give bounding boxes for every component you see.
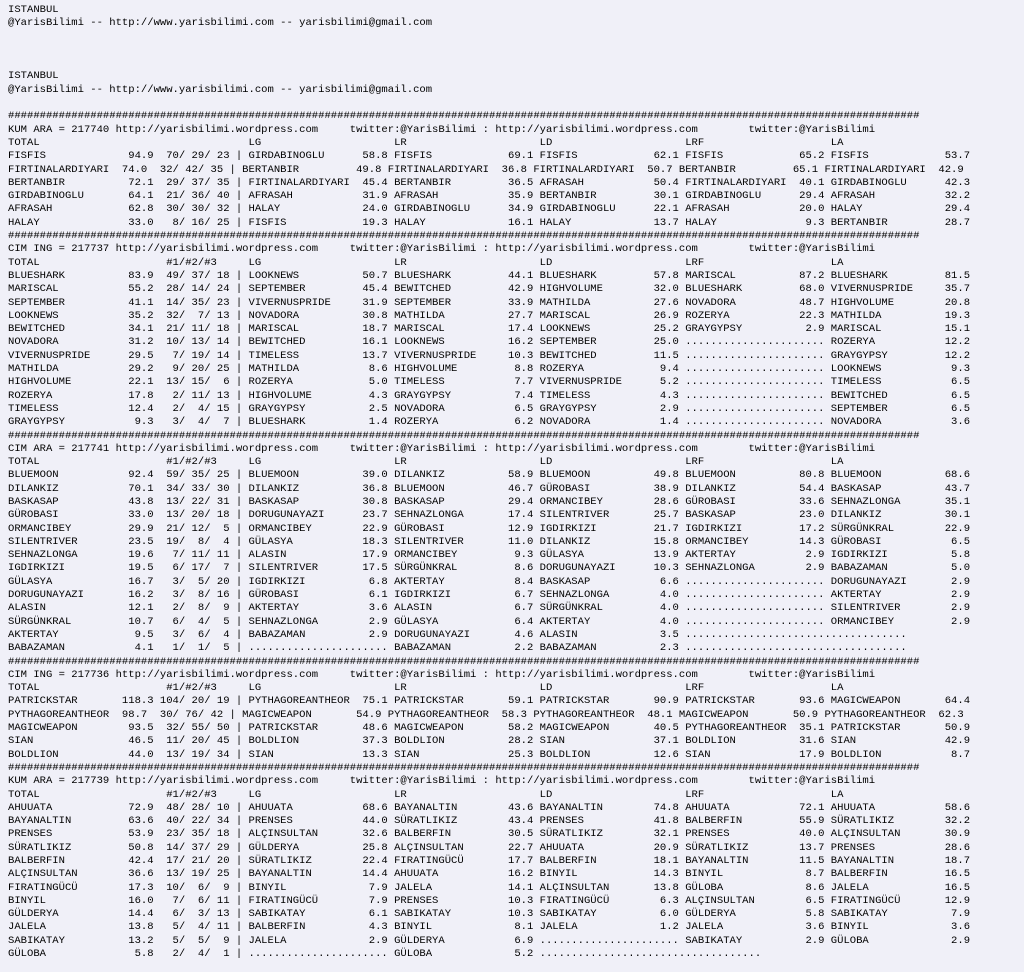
text-line: SÜRGÜNKRAL 10.7 6/ 4/ 5 | SEHNAZLONGA 2.9 GÜLASYA 6.4 AKTERTAY 4.0 ...................... ORMANCIBEY 2.9 [8, 615, 971, 628]
text-line: BLUEMOON 92.4 59/ 35/ 25 | BLUEMOON 39.0 DILANKIZ 58.9 BLUEMOON 49.8 BLUEMOON 80.8 BLUEMOON 68.6 [8, 469, 971, 482]
text-line: SABIKATAY 13.2 5/ 5/ 9 | JALELA 2.9 GÜLDERYA 6.9 ...................... SABIKATAY 2.9 GÜLOBA 2.9 [8, 934, 971, 947]
text-line: BASKASAP 43.8 13/ 22/ 31 | BASKASAP 30.8 BASKASAP 29.4 ORMANCIBEY 28.6 GÜROBASI 33.6 SEHNAZLONGA 35.1 [8, 495, 971, 508]
text-line: CIM ING = 217736 http://yarisbilimi.wordpress.com twitter:@YarisBilimi : http://yarisbilimi.wordpress.com twitter:@YarisBilimi [8, 668, 876, 681]
text-line: GÜROBASI 33.0 13/ 20/ 18 | DORUGUNAYAZI 23.7 SEHNAZLONGA 17.4 SILENTRIVER 25.7 BASKASAP 23.0 DILANKIZ 30.1 [8, 509, 971, 522]
text-line: MATHILDA 29.2 9/ 20/ 25 | MATHILDA 8.6 HIGHVOLUME 8.8 ROZERYA 9.4 ...................... LOOKNEWS 9.3 [8, 363, 971, 376]
text-line: SIAN 46.5 11/ 20/ 45 | BOLDLION 37.3 BOLDLION 28.2 SIAN 37.1 BOLDLION 31.6 SIAN 42.9 [8, 735, 971, 748]
text-line: IGDIRKIZI 19.5 6/ 17/ 7 | SILENTRIVER 17.5 SÜRGÜNKRAL 8.6 DORUGUNAYAZI 10.3 SEHNAZLONGA 2.9 BABAZAMAN 5.0 [8, 562, 971, 575]
text-line [8, 57, 1024, 70]
separator-line: ################################################################################################################################################ [8, 655, 920, 668]
text-line: HALAY 33.0 8/ 16/ 25 | FISFIS 19.3 HALAY 16.1 HALAY 13.7 HALAY 9.3 BERTANBIR 28.7 [8, 216, 971, 229]
text-line: AHUUATA 72.9 48/ 28/ 10 | AHUUATA 68.6 BAYANALTIN 43.6 BAYANALTIN 74.8 AHUUATA 72.1 AHUUATA 58.6 [8, 801, 971, 814]
text-line: BERTANBIR 72.1 29/ 37/ 35 | FIRTINALARDIYARI 45.4 BERTANBIR 36.5 AFRASAH 50.4 FIRTINALARDIYARI 40.1 GIRDABINOGLU 42.3 [8, 176, 971, 189]
text-line: ISTANBUL [8, 4, 59, 16]
text-line: KUM ARA = 217740 http://yarisbilimi.wordpress.com twitter:@YarisBilimi : http://yarisbilimi.wordpress.com twitter:@YarisBilimi [8, 123, 876, 136]
text-line: GÜLASYA 16.7 3/ 5/ 20 | IGDIRKIZI 6.8 AKTERTAY 8.4 BASKASAP 6.6 ...................... DORUGUNAYAZI 2.9 [8, 575, 971, 588]
text-line: BABAZAMAN 4.1 1/ 1/ 5 | ...................... BABAZAMAN 2.2 BABAZAMAN 2.3 ................................... [8, 642, 907, 655]
text-line: SEPTEMBER 41.1 14/ 35/ 23 | VIVERNUSPRIDE 31.9 SEPTEMBER 33.9 MATHILDA 27.6 NOVADORA 48.7 HIGHVOLUME 20.8 [8, 296, 971, 309]
text-line: TIMELESS 12.4 2/ 4/ 15 | GRAYGYPSY 2.5 NOVADORA 6.5 GRAYGYPSY 2.9 ...................... SEPTEMBER 6.5 [8, 402, 971, 415]
text-line: ALASIN 12.1 2/ 8/ 9 | AKTERTAY 3.6 ALASIN 6.7 SÜRGÜNKRAL 4.0 ...................... SILENTRIVER 2.9 [8, 602, 971, 615]
text-line: BEWITCHED 34.1 21/ 11/ 18 | MARISCAL 18.7 MARISCAL 17.4 LOOKNEWS 25.2 GRAYGYPSY 2.9 MARISCAL 15.1 [8, 323, 971, 336]
text-line: BLUESHARK 83.9 49/ 37/ 18 | LOOKNEWS 50.7 BLUESHARK 44.1 BLUESHARK 57.8 MARISCAL 87.2 BLUESHARK 81.5 [8, 269, 971, 282]
text-line: TOTAL #1/#2/#3 LG LR LD LRF LA [8, 456, 844, 469]
text-line: AKTERTAY 9.5 3/ 6/ 4 | BABAZAMAN 2.9 DORUGUNAYAZI 4.6 ALASIN 3.5 ................................... [8, 628, 907, 641]
text-line: TOTAL LG LR LD LRF LA [8, 136, 844, 149]
text-line: GIRDABINOGLU 64.1 21/ 36/ 40 | AFRASAH 31.9 AFRASAH 35.9 BERTANBIR 30.1 GIRDABINOGLU 29.4 AFRASAH 32.2 [8, 190, 971, 203]
text-line: TOTAL #1/#2/#3 LG LR LD LRF LA [8, 256, 844, 269]
text-line: FIRTINALARDIYARI 74.0 32/ 42/ 35 | BERTANBIR 49.8 FIRTINALARDIYARI 36.8 FIRTINALARDIYARI 50.7 BERTANBIR 65.1 FIRTINALARDIYARI 42.9 [8, 163, 964, 176]
text-line: GÜLOBA 5.8 2/ 4/ 1 | ...................... GÜLOBA 5.2 ................................... [8, 948, 762, 961]
separator-line: ################################################################################################################################################ [8, 761, 920, 774]
text-line: PYTHAGOREANTHEOR 98.7 30/ 76/ 42 | MAGICWEAPON 54.9 PYTHAGOREANTHEOR 58.3 PYTHAGOREANTHEOR 48.1 MAGICWEAPON 50.9 PYTHAGOREANTHEOR 62.3 [8, 708, 964, 721]
text-line: MAGICWEAPON 93.5 32/ 55/ 50 | PATRICKSTAR 48.6 MAGICWEAPON 58.2 MAGICWEAPON 40.5 PYTHAGOREANTHEOR 35.1 PATRICKSTAR 50.9 [8, 722, 971, 735]
text-line: HIGHVOLUME 22.1 13/ 15/ 6 | ROZERYA 5.0 TIMELESS 7.7 VIVERNUSPRIDE 5.2 ...................... TIMELESS 6.5 [8, 376, 971, 389]
separator-line: ################################################################################################################################################ [8, 110, 920, 123]
text-line: ORMANCIBEY 29.9 21/ 12/ 5 | ORMANCIBEY 22.9 GÜROBASI 12.9 IGDIRKIZI 21.7 IGDIRKIZI 17.2 SÜRGÜNKRAL 22.9 [8, 522, 971, 535]
text-line: BOLDLION 44.0 13/ 19/ 34 | SIAN 13.3 SIAN 25.3 BOLDLION 12.6 SIAN 17.9 BOLDLION 8.7 [8, 748, 971, 761]
text-line: BINYIL 16.0 7/ 6/ 11 | FIRATINGÜCÜ 7.9 PRENSES 10.3 FIRATINGÜCÜ 6.3 ALÇINSULTAN 6.5 FIRATINGÜCÜ 12.9 [8, 894, 971, 907]
text-line: TOTAL #1/#2/#3 LG LR LD LRF LA [8, 788, 844, 801]
separator-line: ################################################################################################################################################ [8, 429, 920, 442]
text-line: CIM ING = 217737 http://yarisbilimi.wordpress.com twitter:@YarisBilimi : http://yarisbilimi.wordpress.com twitter:@YarisBilimi [8, 243, 876, 256]
text-line: FISFIS 94.9 70/ 29/ 23 | GIRDABINOGLU 58.8 FISFIS 69.1 FISFIS 62.1 FISFIS 65.2 FISFIS 53.7 [8, 150, 971, 163]
text-line: ALÇINSULTAN 36.6 13/ 19/ 25 | BAYANALTIN 14.4 AHUUATA 16.2 BINYIL 14.3 BINYIL 8.7 BALBERFIN 16.5 [8, 868, 971, 881]
text-line: NOVADORA 31.2 10/ 13/ 14 | BEWITCHED 16.1 LOOKNEWS 16.2 SEPTEMBER 25.0 ...................... ROZERYA 12.2 [8, 336, 971, 349]
text-line: DILANKIZ 70.1 34/ 33/ 30 | DILANKIZ 36.8 BLUEMOON 46.7 GÜROBASI 38.9 DILANKIZ 54.4 BASKASAP 43.7 [8, 482, 971, 495]
text-line: ROZERYA 17.8 2/ 11/ 13 | HIGHVOLUME 4.3 GRAYGYPSY 7.4 TIMELESS 4.3 ...................... BEWITCHED 6.5 [8, 389, 971, 402]
text-line: @YarisBilimi -- http://www.yarisbilimi.com -- yarisbilimi@gmail.com [8, 83, 433, 96]
text-line: PATRICKSTAR 118.3 104/ 20/ 19 | PYTHAGOREANTHEOR 75.1 PATRICKSTAR 59.1 PATRICKSTAR 90.9 PATRICKSTAR 93.6 MAGICWEAPON 64.4 [8, 695, 971, 708]
text-line: BAYANALTIN 63.6 40/ 22/ 34 | PRENSES 44.0 SÜRATLIKIZ 43.4 PRENSES 41.8 BALBERFIN 55.9 SÜRATLIKIZ 32.2 [8, 815, 971, 828]
separator-line: ################################################################################################################################################ [8, 230, 920, 243]
text-line: GRAYGYPSY 9.3 3/ 4/ 7 | BLUESHARK 1.4 ROZERYA 6.2 NOVADORA 1.4 ...................... NOVADORA 3.6 [8, 416, 971, 429]
text-line: JALELA 13.8 5/ 4/ 11 | BALBERFIN 4.3 BINYIL 8.1 JALELA 1.2 JALELA 3.6 BINYIL 3.6 [8, 921, 971, 934]
text-line: KUM ARA = 217739 http://yarisbilimi.wordpress.com twitter:@YarisBilimi : http://yarisbilimi.wordpress.com twitter:@YarisBilimi [8, 775, 876, 788]
text-line: DORUGUNAYAZI 16.2 3/ 8/ 16 | GÜROBASI 6.1 IGDIRKIZI 6.7 SEHNAZLONGA 4.0 ...................... AKTERTAY 2.9 [8, 589, 971, 602]
text-line [8, 31, 1024, 44]
text-line: CIM ARA = 217741 http://yarisbilimi.wordpress.com twitter:@YarisBilimi : http://yarisbilimi.wordpress.com twitter:@YarisBilimi [8, 442, 876, 455]
text-line: MARISCAL 55.2 28/ 14/ 24 | SEPTEMBER 45.4 BEWITCHED 42.9 HIGHVOLUME 32.0 BLUESHARK 68.0 VIVERNUSPRIDE 35.7 [8, 283, 971, 296]
text-line: PRENSES 53.9 23/ 35/ 18 | ALÇINSULTAN 32.6 BALBERFIN 30.5 SÜRATLIKIZ 32.1 PRENSES 40.0 ALÇINSULTAN 30.9 [8, 828, 971, 841]
text-line: TOTAL #1/#2/#3 LG LR LD LRF LA [8, 682, 844, 695]
text-line: BALBERFIN 42.4 17/ 21/ 20 | SÜRATLIKIZ 22.4 FIRATINGÜCÜ 17.7 BALBERFIN 18.1 BAYANALTIN 11.5 BAYANALTIN 18.7 [8, 855, 971, 867]
text-line: SILENTRIVER 23.5 19/ 8/ 4 | GÜLASYA 18.3 SILENTRIVER 11.0 DILANKIZ 15.8 ORMANCIBEY 14.3 GÜROBASI 6.5 [8, 535, 971, 548]
text-line [8, 44, 1024, 57]
text-line: VIVERNUSPRIDE 29.5 7/ 19/ 14 | TIMELESS 13.7 VIVERNUSPRIDE 10.3 BEWITCHED 11.5 ...................... GRAYGYPSY 12.2 [8, 349, 971, 362]
text-line: GÜLDERYA 14.4 6/ 3/ 13 | SABIKATAY 6.1 SABIKATAY 10.3 SABIKATAY 6.0 GÜLDERYA 5.8 SABIKATAY 7.9 [8, 908, 971, 921]
text-line: ISTANBUL [8, 70, 59, 83]
text-line: FIRATINGÜCÜ 17.3 10/ 6/ 9 | BINYIL 7.9 JALELA 14.1 ALÇINSULTAN 13.8 GÜLOBA 8.6 JALELA 16.5 [8, 881, 971, 894]
text-line: LOOKNEWS 35.2 32/ 7/ 13 | NOVADORA 30.8 MATHILDA 27.7 MARISCAL 26.9 ROZERYA 22.3 MATHILDA 19.3 [8, 309, 971, 322]
text-line: SÜRATLIKIZ 50.8 14/ 37/ 29 | GÜLDERYA 25.8 ALÇINSULTAN 22.7 AHUUATA 20.9 SÜRATLIKIZ 13.7 PRENSES 28.6 [8, 841, 971, 854]
text-line: @YarisBilimi -- http://www.yarisbilimi.com -- yarisbilimi@gmail.com [8, 17, 433, 30]
text-line: SEHNAZLONGA 19.6 7/ 11/ 11 | ALASIN 17.9 ORMANCIBEY 9.3 GÜLASYA 13.9 AKTERTAY 2.9 IGDIRKIZI 5.8 [8, 549, 971, 562]
text-line: AFRASAH 62.8 30/ 30/ 32 | HALAY 24.0 GIRDABINOGLU 34.9 GIRDABINOGLU 22.1 AFRASAH 20.0 HALAY 29.4 [8, 203, 971, 216]
text-line [8, 97, 1024, 110]
